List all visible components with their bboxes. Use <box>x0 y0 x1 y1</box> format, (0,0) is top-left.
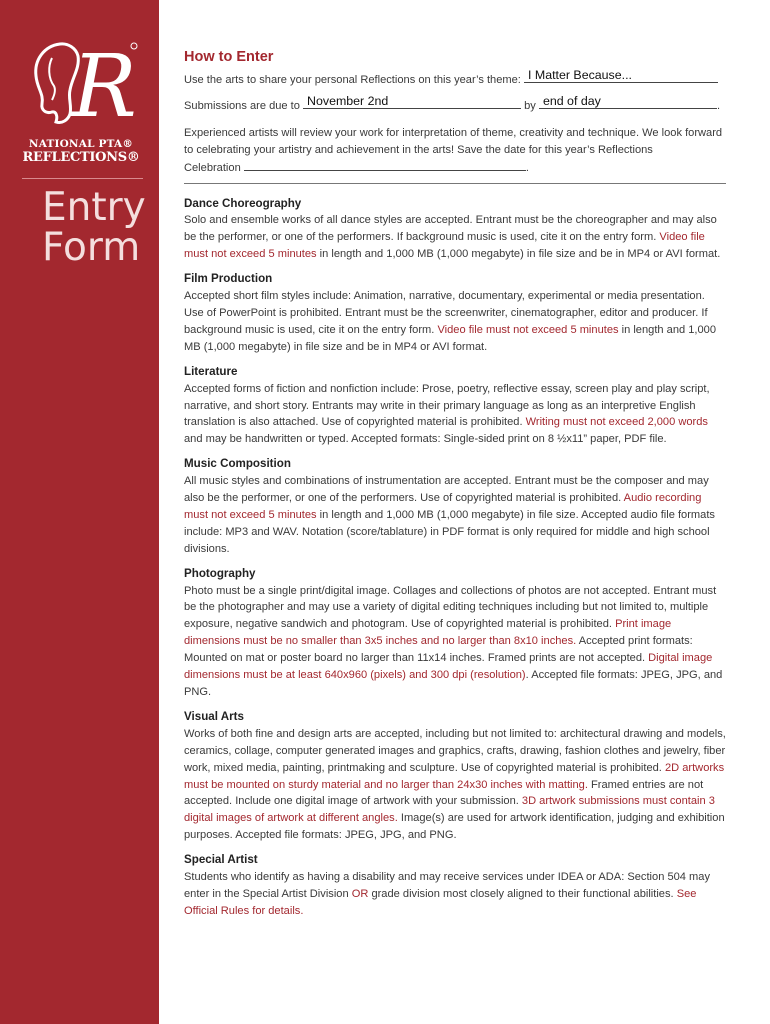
due-time-field[interactable] <box>539 95 717 109</box>
section-text: Accepted forms of fiction and nonfiction include: Prose, poetry, reflective essay, screen play and play script, narrative, and short story. Entrants may write in their primary language as long as an interpretive English translation is also attached. Use of copyrighted material is prohibited. <box>184 382 710 429</box>
theme-field[interactable] <box>524 69 718 83</box>
logo-reflections: REFLECTIONS® <box>22 150 140 165</box>
section-music-composition <box>184 456 726 557</box>
requirement-highlight: 2D artworks must be mounted on sturdy material and no larger than 24x30 inches with matting. <box>184 761 725 791</box>
section-title: Dance Choreography <box>184 196 302 210</box>
logo-national-pta: NATIONAL PTA® <box>28 138 134 150</box>
theme-line <box>184 69 726 89</box>
requirement-highlight: 3D artwork submissions must contain 3 digital images of artwork at different angles. <box>184 795 715 825</box>
section-title: Photography <box>184 566 256 580</box>
section-body <box>184 583 726 701</box>
due-date-field[interactable] <box>303 95 521 109</box>
section-text: Accepted short film styles include: Animation, narrative, documentary, experimental or media presentation. Use of PowerPoint is prohibited. Entrant must be the screenwriter, cinematographer, editor and producer. If background music is used, cite it on the entry form. <box>184 290 708 336</box>
section-text: Solo and ensemble works of all dance styles are accepted. Entrant must be the choreographer and may also be the performer, or one of the performers. If background music is used, cite it on the entry form. <box>184 214 717 244</box>
due-line <box>184 95 726 115</box>
due-label: Submissions are due to <box>184 99 300 112</box>
section-text: in length and 1,000 MB (1,000 megabyte) in file size and be in MP4 or AVI format. <box>316 248 721 261</box>
section-body <box>184 212 726 263</box>
section-literature <box>184 364 726 449</box>
section-text: . Accepted file formats: JPEG, JPG, and PNG. <box>184 669 723 698</box>
due-period: . <box>716 99 721 112</box>
section-body <box>184 288 726 356</box>
reflections-logo <box>22 38 140 136</box>
requirement-highlight: Audio recording must not exceed 5 minutes <box>184 492 702 521</box>
section-text: Students who identify as having a disability and may receive services under IDEA or ADA: Section 504 may enter in the Special Artist Division <box>184 871 710 900</box>
category-sections <box>184 196 726 920</box>
section-body <box>184 473 726 558</box>
section-text: Works of both fine and design arts are accepted, including but not limited to: architectural drawing and models, ceramics, collage, computer generated images and graphics, crafts, drawing, fashion clothes and jewelry, fiber work, mixed media, painting, printmaking and sculpture. Use of copyrighted material is prohibited. <box>184 727 726 774</box>
entry-form-line2: Form <box>42 225 141 270</box>
section-title: Music Composition <box>184 457 291 471</box>
entry-form-heading <box>42 185 146 270</box>
theme-label: Use the arts to share your personal Reflections on this year’s theme: <box>184 74 521 86</box>
section-special-artist <box>184 852 726 920</box>
section-dance-choreography <box>184 196 726 264</box>
requirement-highlight: Print image dimensions must be no smaller than 3x5 inches and no larger than 8x10 inches. <box>184 618 672 648</box>
section-body <box>184 869 726 920</box>
section-body <box>184 726 726 844</box>
requirement-highlight: Writing must not exceed 2,000 words <box>525 416 708 429</box>
section-film-production <box>184 271 726 356</box>
section-title: Film Production <box>184 272 273 286</box>
section-body <box>184 381 726 449</box>
section-text: All music styles and combinations of instrumentation are accepted. Entrant must be the composer and may also be the performer, or one of the performers. Use of copyrighted material is prohibited. <box>184 475 709 505</box>
section-text: Accepted print formats: Mounted on mat or poster board no larger than 11x14 inches. Framed prints are not accepted. <box>184 635 693 665</box>
section-title: Literature <box>184 364 238 378</box>
section-text: Photo must be a single print/digital image. Collages and collections of photos are not accepted. Entrant must be the photographer and may use a variety of digital editing techniques including but not limited to, multiple exposure, negative sandwich and photogram. Use of copyrighted material is prohibited. <box>184 584 717 631</box>
by-label: by <box>524 99 536 112</box>
logo-letter: R <box>72 38 137 136</box>
section-text: and may be handwritten or typed. Accepted formats: Single-sided print on 8 ½x11” paper, PDF file. <box>184 433 667 446</box>
requirement-highlight: Video file must not exceed 5 minutes <box>184 231 705 261</box>
section-text: Image(s) are used for artwork identification, judging and exhibition purposes. Accepted file formats: JPEG, JPG, and PNG. <box>184 812 725 842</box>
section-text: in length and 1,000 MB (1,000 megabyte) in file size. Accepted audio file formats include: MP3 and WAV. Notation (score/tablature) in PDF format is only required for middle and high school divisions. <box>184 508 715 555</box>
section-text: grade division most closely aligned to their functional abilities. <box>368 887 677 900</box>
page-title: How to Enter <box>184 49 274 65</box>
section-divider <box>184 183 726 184</box>
main-content <box>184 48 726 928</box>
intro-text: Experienced artists will review your work for interpretation of theme, creativity and technique. We look forward to celebrating your artistry and achievement in the arts! Save the date for this year’s Reflections <box>184 126 723 156</box>
section-text: Framed entries are not accepted. Include one digital image of artwork with your submission. <box>184 778 704 808</box>
due-date-value: November 2nd <box>307 93 389 108</box>
entry-form-line1: Entry <box>42 185 146 230</box>
theme-value: I Matter Because... <box>527 68 632 82</box>
celebration-label: Celebration <box>184 161 241 174</box>
section-photography <box>184 566 726 701</box>
celebration-field[interactable] <box>244 159 526 171</box>
requirement-highlight: See Official Rules for details. <box>184 887 697 917</box>
sidebar-divider <box>22 178 143 179</box>
section-visual-arts <box>184 709 726 844</box>
due-time-value: end of day <box>542 93 601 108</box>
section-title: Visual Arts <box>184 709 244 723</box>
requirement-highlight: OR <box>351 887 369 900</box>
intro-paragraph: Experienced artists will review your work for interpretation of theme, creativity and technique. We look forward to celebrating your artistry and achievement in the arts! Save the date for this year’s Reflections Celebration . <box>184 126 723 174</box>
section-text: in length and 1,000 MB (1,000 megabyte) in file size and be in MP4 or AVI format. <box>184 323 717 353</box>
section-title: Special Artist <box>184 853 258 867</box>
sidebar <box>0 0 159 1024</box>
requirement-highlight: Digital image dimensions must be at least 640x960 (pixels) and 300 dpi (resolution) <box>184 652 713 682</box>
requirement-highlight: Video file must not exceed 5 minutes <box>437 323 619 336</box>
